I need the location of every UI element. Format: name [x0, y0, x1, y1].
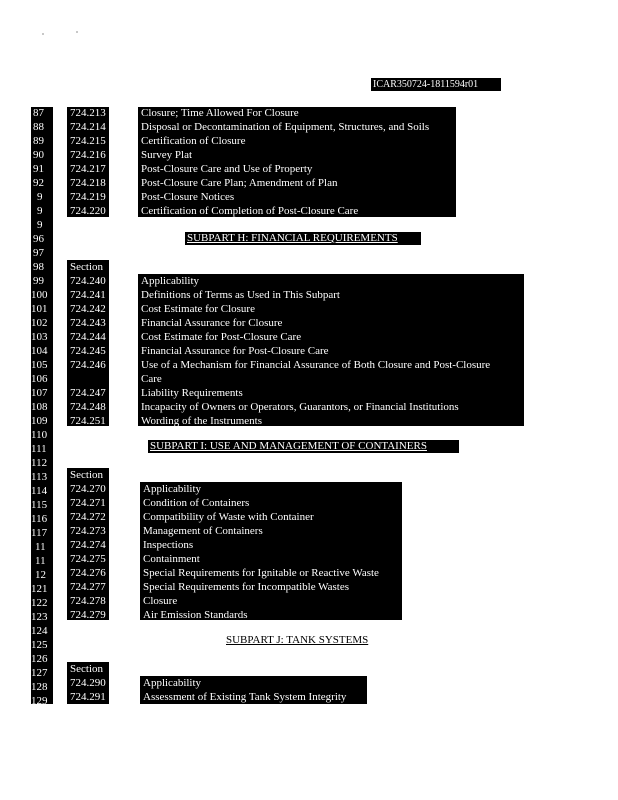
line-number: 87 — [33, 107, 44, 119]
section-title: Air Emission Standards — [143, 609, 248, 621]
section-number: 724.275 — [70, 553, 106, 565]
section-title: Special Requirements for Incompatible Wastes — [143, 581, 350, 593]
section-number: 724.240 — [70, 275, 106, 287]
section-number: 724.243 — [70, 317, 106, 329]
section-title: Assessment of Existing Tank System Integrity — [143, 691, 347, 703]
subpart-heading: SUBPART I: USE AND MANAGEMENT OF CONTAINERS — [150, 440, 427, 452]
section-title: Cost Estimate for Closure — [141, 303, 255, 315]
line-number: 9 — [37, 205, 43, 217]
section-number: 724.213 — [70, 107, 106, 119]
section-number: 724.215 — [70, 135, 106, 147]
line-number: 124 — [31, 625, 48, 637]
line-number: 97 — [33, 247, 44, 259]
section-number: 724.244 — [70, 331, 106, 343]
section-title: Management of Containers — [143, 525, 263, 537]
scan-speck — [42, 33, 44, 35]
line-number: 112 — [31, 457, 48, 469]
section-title: Special Requirements for Ignitable or Reactive Waste — [143, 567, 379, 579]
section-number: 724.241 — [70, 289, 106, 301]
line-number: 123 — [31, 611, 48, 623]
line-number: 96 — [33, 233, 44, 245]
line-number: 121 — [31, 583, 48, 595]
section-title: Inspections — [143, 539, 194, 551]
section-title: Certification of Closure — [141, 135, 246, 147]
section-title: Survey Plat — [141, 149, 193, 161]
section-title: Applicability — [141, 275, 200, 287]
section-title: Liability Requirements — [141, 387, 243, 399]
line-number: 91 — [33, 163, 44, 175]
section-title: Definitions of Terms as Used in This Subpart — [141, 289, 340, 301]
section-number: 724.245 — [70, 345, 106, 357]
section-number: 724.272 — [70, 511, 106, 523]
line-number: 117 — [31, 527, 48, 539]
section-title: Disposal or Decontamination of Equipment, Structures, and Soils — [141, 121, 430, 133]
line-number: 128 — [31, 681, 48, 693]
section-title: Certification of Completion of Post-Closure Care — [141, 205, 359, 217]
line-number: 122 — [31, 597, 48, 609]
section-title: Applicability — [143, 677, 202, 689]
section-number: 724.248 — [70, 401, 106, 413]
line-number: 88 — [33, 121, 44, 133]
line-number: 105 — [31, 359, 48, 371]
line-number: 109 — [31, 415, 48, 427]
line-number: 111 — [31, 443, 47, 455]
section-number: 724.278 — [70, 595, 106, 607]
line-number: 12 — [35, 569, 46, 581]
section-title: Condition of Containers — [143, 497, 250, 509]
line-number: 113 — [31, 471, 48, 483]
line-number: 99 — [33, 275, 44, 287]
header-id: ICAR350724-1811594r01 — [373, 79, 479, 90]
section-number: 724.219 — [70, 191, 106, 203]
line-number: 125 — [31, 639, 48, 651]
section-number: 724.214 — [70, 121, 106, 133]
section-number: 724.273 — [70, 525, 106, 537]
section-column-label: Section — [70, 663, 103, 675]
section-number: 724.271 — [70, 497, 106, 509]
section-title: Containment — [143, 553, 200, 565]
section-number: 724.270 — [70, 483, 106, 495]
line-number: 116 — [31, 513, 48, 525]
section-title: Financial Assurance for Closure — [141, 317, 283, 329]
section-number: 724.247 — [70, 387, 106, 399]
subpart-heading: SUBPART J: TANK SYSTEMS — [226, 634, 369, 646]
line-number: 126 — [31, 653, 48, 665]
line-number: 101 — [31, 303, 48, 315]
section-title: Post-Closure Notices — [141, 191, 235, 203]
section-title: Use of a Mechanism for Financial Assurance of Both Closure and Post-Closure — [141, 359, 491, 371]
line-number: 104 — [31, 345, 48, 357]
section-column-label: Section — [70, 469, 103, 481]
section-title: Compatibility of Waste with Container — [143, 511, 314, 523]
section-title: Cost Estimate for Post-Closure Care — [141, 331, 302, 343]
line-number: 90 — [33, 149, 44, 161]
section-title: Care — [141, 373, 162, 385]
section-title: Post-Closure Care and Use of Property — [141, 163, 313, 175]
line-number: 11 — [35, 555, 46, 567]
section-title: Wording of the Instruments — [141, 415, 263, 427]
section-number: 724.246 — [70, 359, 106, 371]
section-number: 724.220 — [70, 205, 106, 217]
section-title: Post-Closure Care Plan; Amendment of Plan — [141, 177, 338, 189]
section-number: 724.290 — [70, 677, 106, 689]
section-title: Applicability — [143, 483, 202, 495]
section-number: 724.251 — [70, 415, 106, 427]
line-number: 114 — [31, 485, 48, 497]
line-number: 11 — [35, 541, 46, 553]
section-number: 724.291 — [70, 691, 106, 703]
section-number: 724.277 — [70, 581, 106, 593]
line-number: 103 — [31, 331, 48, 343]
line-number: 9 — [37, 219, 43, 231]
scan-speck — [76, 31, 78, 33]
line-number: 129 — [31, 695, 48, 707]
line-number: 127 — [31, 667, 48, 679]
section-number: 724.279 — [70, 609, 106, 621]
section-column-label: Section — [70, 261, 103, 273]
line-number: 92 — [33, 177, 44, 189]
section-number: 724.216 — [70, 149, 106, 161]
section-title: Financial Assurance for Post-Closure Care — [141, 345, 329, 357]
subpart-heading: SUBPART H: FINANCIAL REQUIREMENTS — [187, 232, 398, 244]
section-number: 724.276 — [70, 567, 106, 579]
section-number: 724.274 — [70, 539, 106, 551]
line-number: 89 — [33, 135, 44, 147]
section-number: 724.217 — [70, 163, 106, 175]
section-title: Closure — [143, 595, 178, 607]
line-number: 100 — [31, 289, 48, 301]
section-title: Closure; Time Allowed For Closure — [141, 107, 299, 119]
line-number: 110 — [31, 429, 48, 441]
line-number: 108 — [31, 401, 48, 413]
line-number: 102 — [31, 317, 48, 329]
line-number: 115 — [31, 499, 48, 511]
line-number: 107 — [31, 387, 48, 399]
line-number: 9 — [37, 191, 43, 203]
section-number: 724.218 — [70, 177, 106, 189]
line-number: 98 — [33, 261, 44, 273]
section-title: Incapacity of Owners or Operators, Guarantors, or Financial Institutions — [141, 401, 459, 413]
section-number: 724.242 — [70, 303, 106, 315]
line-number: 106 — [31, 373, 48, 385]
